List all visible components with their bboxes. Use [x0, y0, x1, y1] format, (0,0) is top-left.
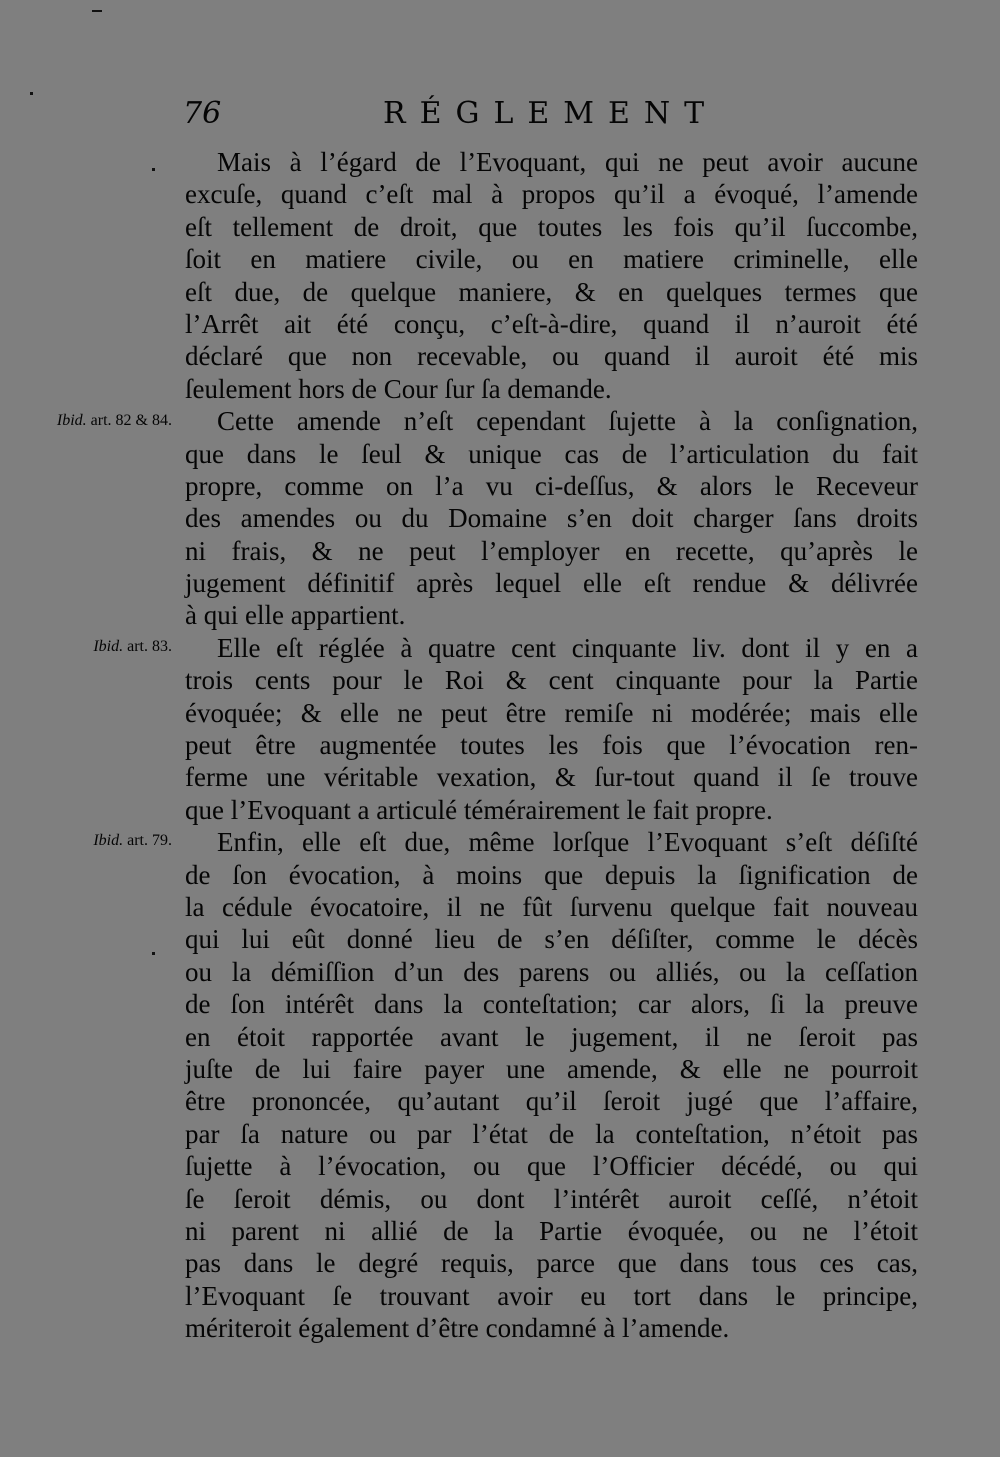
text-line: déclaré que non recevable, ou quand il auroit été mis: [185, 341, 918, 372]
text-line: ou la démiſſion d’un des parens ou alliés, ou la ceſſation: [185, 956, 918, 987]
text-line: ni parent ni allié de la Partie évoquée, ou ne l’étoit: [185, 1215, 918, 1246]
text-line: ſeulement hors de Cour ſur ſa demande.: [185, 373, 612, 404]
margin-note-ref: Ibid.: [93, 832, 124, 849]
ink-speck: [152, 952, 155, 955]
body-text: [185, 146, 918, 1344]
text-line: Elle eſt réglée à quatre cent cinquante liv. dont il y en a: [217, 632, 918, 663]
text-line: en étoit rapportée avant le jugement, il ne ſeroit pas: [185, 1021, 918, 1052]
text-line: eſt due, de quelque maniere, & en quelques termes que: [185, 276, 918, 307]
text-line: jugement définitif après lequel elle eſt rendue & délivrée: [185, 568, 918, 599]
page-header: [183, 96, 918, 136]
text-line: à qui elle appartient.: [185, 600, 406, 631]
text-line: évoquée; & elle ne peut être remiſe ni modérée; mais elle: [185, 697, 918, 728]
text-line: ſoit en matiere civile, ou en matiere criminelle, elle: [185, 244, 918, 275]
running-title: RÉGLEMENT: [383, 96, 719, 131]
text-line: propre, comme on l’a vu ci-deſſus, & alors le Receveur: [185, 470, 918, 501]
margin-note-ref: Ibid.: [93, 638, 124, 655]
text-line: par ſa nature ou par l’état de la conteſtation, n’étoit pas: [185, 1118, 918, 1149]
margin-note-text: art. 82 & 84.: [90, 412, 172, 429]
margin-note-text: art. 83.: [127, 638, 172, 655]
ink-speck: [30, 92, 33, 95]
text-line: ferme une véritable vexation, & ſur-tout quand il ſe trouve: [185, 762, 918, 793]
text-line: ſujette à l’évocation, ou que l’Officier décédé, ou qui: [185, 1151, 918, 1182]
text-line: ſe ſeroit démis, ou dont l’intérêt auroit ceſſé, n’étoit: [185, 1183, 918, 1214]
text-line: peut être augmentée toutes les fois que l’évocation ren-: [185, 730, 918, 761]
margin-note: [20, 832, 172, 850]
text-line: qui lui eût donné lieu de s’en déſiſter, comme le décès: [185, 924, 918, 955]
margin-note-text: art. 79.: [127, 832, 172, 849]
text-line: ni frais, & ne peut l’employer en recette, qu’après le: [185, 535, 918, 566]
text-line: Cette amende n’eſt cependant ſujette à la conſignation,: [217, 406, 918, 437]
text-line: de ſon intérêt dans la conteſtation; car alors, ſi la preuve: [185, 989, 918, 1020]
text-line: mériteroit également d’être condamné à l’amende.: [185, 1313, 730, 1344]
margin-note: [20, 638, 172, 656]
text-line: eſt tellement de droit, que toutes les fois qu’il ſuccombe,: [185, 211, 918, 242]
page-number: 76: [183, 96, 222, 131]
text-line: trois cents pour le Roi & cent cinquante pour la Partie: [185, 665, 918, 696]
text-line: l’Arrêt ait été conçu, c’eſt-à-dire, quand il n’auroit été: [185, 308, 918, 339]
text-line: que dans le ſeul & unique cas de l’articulation du fait: [185, 438, 918, 469]
text-line: Mais à l’égard de l’Evoquant, qui ne peut avoir aucune: [217, 147, 918, 177]
text-line: être prononcée, qu’autant qu’il ſeroit jugé que l’affaire,: [185, 1086, 918, 1117]
ink-speck: [92, 10, 102, 12]
ink-speck: [152, 168, 155, 171]
text-line: l’Evoquant ſe trouvant avoir eu tort dans le principe,: [185, 1280, 918, 1311]
text-line: juſte de lui faire payer une amende, & elle ne pourroit: [185, 1053, 918, 1084]
text-line: de ſon évocation, à moins que depuis la ſignification de: [185, 859, 918, 890]
text-line: Enfin, elle eſt due, même lorſque l’Evoquant s’eſt déſiſté: [217, 827, 918, 858]
text-line: excuſe, quand c’eſt mal à propos qu’il a évoqué, l’amende: [185, 179, 918, 210]
text-line: des amendes ou du Domaine s’en doit charger ſans droits: [185, 503, 918, 534]
margin-note: [20, 412, 172, 430]
text-line: que l’Evoquant a articulé témérairement le fait propre.: [185, 794, 773, 825]
text-line: la cédule évocatoire, il ne fût ſurvenu quelque fait nouveau: [185, 891, 918, 922]
margin-note-ref: Ibid.: [56, 412, 87, 429]
text-line: pas dans le degré requis, parce que dans tous ces cas,: [185, 1248, 918, 1279]
